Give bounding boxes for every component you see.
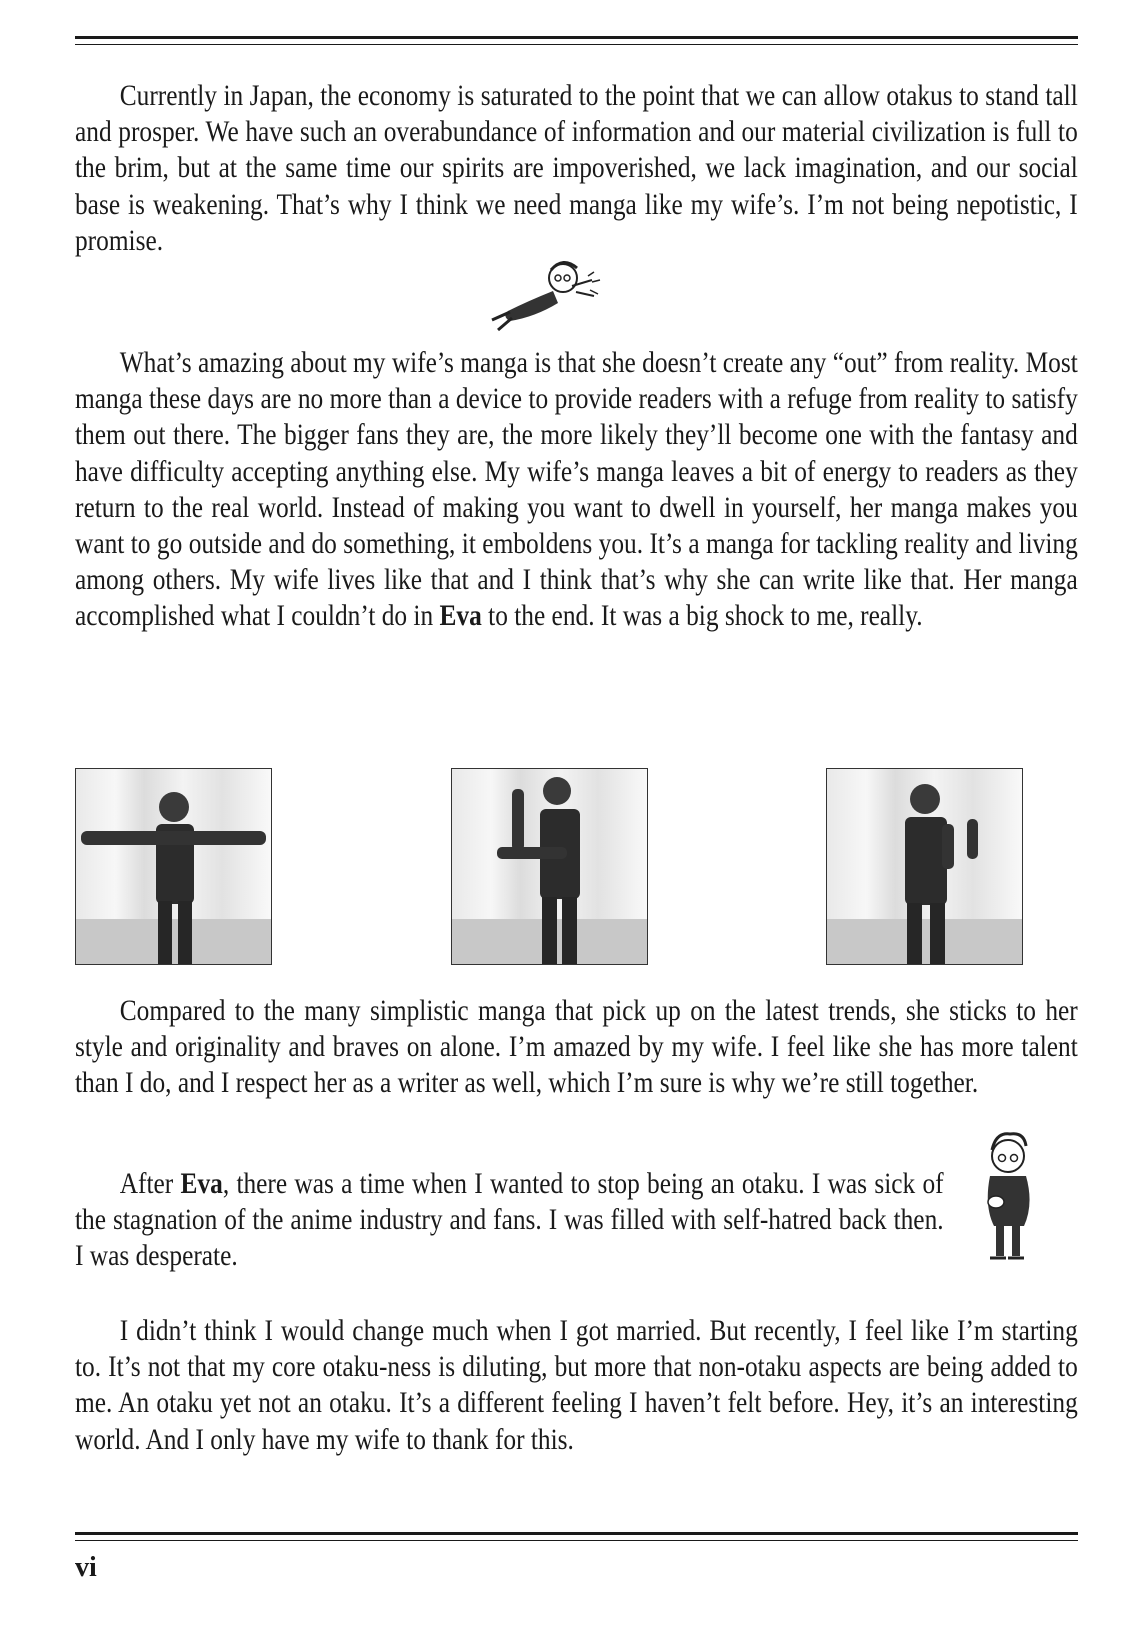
photo-pose-fighting-stance: [826, 768, 1023, 965]
paragraph-talent: Compared to the many simplistic manga that pick up on the latest trends, she sticks to her style and originality and braves on alone. I’m amazed by my wife. I feel like she has more talent than I do, and I respect her as a writer as well, which I’m sure is why we’re still together.: [75, 995, 1078, 1100]
paragraph-marriage: I didn’t think I would change much when I got married. But recently, I feel like I’m starting to. It’s not that my core otaku-ness is diluting, but more that non-otaku aspects are being added to me. An otaku yet not an otaku. It’s a different feeling I haven’t felt before. Hey, it’s an interesting world. And I only have my wife to thank for this.: [75, 1315, 1078, 1456]
paragraph-economy: Currently in Japan, the economy is saturated to the point that we can allow otakus to stand tall and prosper. We have such an overabundance of information and our material civilization is full to the brim, but at the same time our spirits are impoverished, we lack imagination, and our social base is weakening. That’s why I think we need manga like my wife’s. I’m not being nepotistic, I promise.: [75, 80, 1078, 257]
paragraph-wifes-manga: What’s amazing about my wife’s manga is that she doesn’t create any “out” from reality. Most manga these days are no more than a device to provide readers with a refuge from reality to satisfy them out there. The bigger fans they are, the more likely they’ll become one with the fantasy and have difficulty accepting anything else. My wife’s manga leaves a bit of energy to readers as they return to the real world. Instead of making you want to dwell in yourself, her manga makes you want to go outside and do something, it emboldens you. It’s a manga for tackling reality and living among others. My wife lives like that and I think that’s why she can write like that. Her manga accomplished what I couldn’t do in Eva to the end. It was a big shock to me, really.: [75, 347, 1078, 633]
photo-pose-crossed-hands: [451, 768, 648, 965]
standing-man-doodle: [968, 1132, 1048, 1267]
paragraph-after-eva: After Eva, there was a time when I wanted to stop being an otaku. I was sick of the stagnation of the anime industry and fans. I was filled with self-hatred back then. I was desperate.: [75, 1168, 944, 1273]
eva-title: Eva: [439, 600, 482, 633]
top-double-rule: [75, 36, 1078, 45]
photo-pose-arms-out: [75, 768, 272, 965]
eva-title: Eva: [180, 1168, 223, 1200]
flying-man-doodle: [468, 256, 608, 336]
page-number: vi: [75, 1552, 97, 1583]
bottom-double-rule: [75, 1532, 1078, 1541]
